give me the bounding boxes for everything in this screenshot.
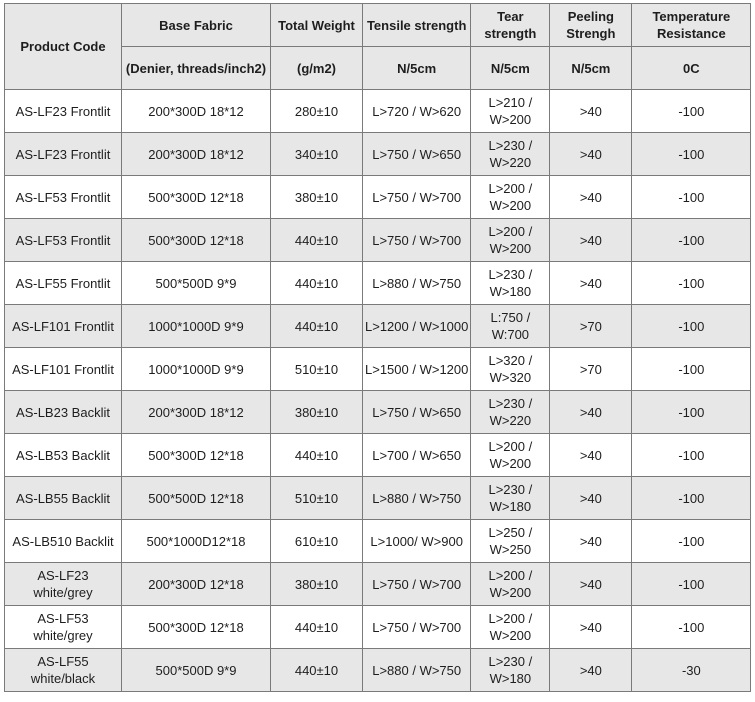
cell-temperature: -100 <box>632 391 751 434</box>
unit-temperature: 0C <box>632 47 751 90</box>
cell-tear-strength: L:750 / W:700 <box>471 305 550 348</box>
header-peeling-strength: Peeling Strengh <box>550 4 632 47</box>
table-row <box>5 90 751 133</box>
cell-total-weight: 380±10 <box>271 563 363 606</box>
cell-temperature: -100 <box>632 434 751 477</box>
cell-tear-strength: L>200 / W>200 <box>471 219 550 262</box>
cell-tear-strength: L>230 / W>180 <box>471 649 550 692</box>
cell-tear-strength: L>210 / W>200 <box>471 90 550 133</box>
cell-base-fabric: 1000*1000D 9*9 <box>122 348 271 391</box>
cell-total-weight: 440±10 <box>271 262 363 305</box>
header-temperature-resistance: Temperature Resistance <box>632 4 751 47</box>
cell-tear-strength: L>230 / W>220 <box>471 391 550 434</box>
cell-product-code: AS-LF55 Frontlit <box>5 262 122 305</box>
cell-tensile-strength: L>750 / W>700 <box>363 606 471 649</box>
cell-total-weight: 440±10 <box>271 649 363 692</box>
cell-product-code: AS-LB55 Backlit <box>5 477 122 520</box>
cell-base-fabric: 200*300D 18*12 <box>122 391 271 434</box>
cell-tear-strength: L>230 / W>220 <box>471 133 550 176</box>
table-body <box>5 90 751 692</box>
cell-tear-strength: L>230 / W>180 <box>471 262 550 305</box>
table-row <box>5 262 751 305</box>
cell-tear-strength: L>200 / W>200 <box>471 176 550 219</box>
header-tear-strength: Tear strength <box>471 4 550 47</box>
cell-total-weight: 610±10 <box>271 520 363 563</box>
table-row <box>5 348 751 391</box>
cell-tensile-strength: L>750 / W>700 <box>363 563 471 606</box>
cell-tear-strength: L>200 / W>200 <box>471 563 550 606</box>
cell-peeling-strength: >40 <box>550 133 632 176</box>
cell-total-weight: 440±10 <box>271 305 363 348</box>
cell-tensile-strength: L>880 / W>750 <box>363 477 471 520</box>
cell-tensile-strength: L>700 / W>650 <box>363 434 471 477</box>
table-row <box>5 649 751 692</box>
cell-tear-strength: L>200 / W>200 <box>471 434 550 477</box>
cell-base-fabric: 500*500D 9*9 <box>122 262 271 305</box>
cell-temperature: -100 <box>632 348 751 391</box>
cell-product-code: AS-LF53 white/grey <box>5 606 122 649</box>
table-row <box>5 477 751 520</box>
table-row <box>5 219 751 262</box>
cell-base-fabric: 500*300D 12*18 <box>122 434 271 477</box>
cell-base-fabric: 200*300D 12*18 <box>122 563 271 606</box>
cell-tensile-strength: L>750 / W>650 <box>363 133 471 176</box>
cell-peeling-strength: >40 <box>550 520 632 563</box>
cell-product-code: AS-LF53 Frontlit <box>5 176 122 219</box>
cell-peeling-strength: >40 <box>550 262 632 305</box>
cell-peeling-strength: >40 <box>550 176 632 219</box>
cell-base-fabric: 500*1000D12*18 <box>122 520 271 563</box>
table-row <box>5 606 751 649</box>
table-row <box>5 434 751 477</box>
cell-product-code: AS-LB510 Backlit <box>5 520 122 563</box>
table-row <box>5 305 751 348</box>
cell-temperature: -100 <box>632 477 751 520</box>
cell-base-fabric: 200*300D 18*12 <box>122 133 271 176</box>
cell-temperature: -30 <box>632 649 751 692</box>
cell-peeling-strength: >40 <box>550 606 632 649</box>
cell-total-weight: 280±10 <box>271 90 363 133</box>
cell-total-weight: 440±10 <box>271 434 363 477</box>
cell-peeling-strength: >40 <box>550 90 632 133</box>
cell-total-weight: 510±10 <box>271 477 363 520</box>
header-row <box>5 4 751 47</box>
cell-temperature: -100 <box>632 563 751 606</box>
cell-base-fabric: 500*500D 12*18 <box>122 477 271 520</box>
cell-product-code: AS-LF23 white/grey <box>5 563 122 606</box>
cell-temperature: -100 <box>632 176 751 219</box>
spec-table <box>4 3 751 692</box>
cell-tensile-strength: L>1200 / W>1000 <box>363 305 471 348</box>
cell-temperature: -100 <box>632 606 751 649</box>
cell-product-code: AS-LF23 Frontlit <box>5 133 122 176</box>
cell-base-fabric: 500*300D 12*18 <box>122 219 271 262</box>
table-row <box>5 391 751 434</box>
cell-total-weight: 380±10 <box>271 176 363 219</box>
unit-total-weight: (g/m2) <box>271 47 363 90</box>
cell-base-fabric: 200*300D 18*12 <box>122 90 271 133</box>
cell-temperature: -100 <box>632 219 751 262</box>
cell-tensile-strength: L>750 / W>700 <box>363 176 471 219</box>
cell-peeling-strength: >70 <box>550 348 632 391</box>
cell-peeling-strength: >40 <box>550 219 632 262</box>
cell-product-code: AS-LF101 Frontlit <box>5 305 122 348</box>
cell-tear-strength: L>320 / W>320 <box>471 348 550 391</box>
cell-peeling-strength: >40 <box>550 477 632 520</box>
cell-product-code: AS-LF23 Frontlit <box>5 90 122 133</box>
cell-tensile-strength: L>1000/ W>900 <box>363 520 471 563</box>
cell-base-fabric: 1000*1000D 9*9 <box>122 305 271 348</box>
cell-temperature: -100 <box>632 305 751 348</box>
header-tensile-strength: Tensile strength <box>363 4 471 47</box>
header-base-fabric: Base Fabric <box>122 4 271 47</box>
cell-tensile-strength: L>880 / W>750 <box>363 649 471 692</box>
cell-temperature: -100 <box>632 262 751 305</box>
cell-total-weight: 440±10 <box>271 606 363 649</box>
unit-base-fabric: (Denier, threads/inch2) <box>122 47 271 90</box>
cell-peeling-strength: >40 <box>550 391 632 434</box>
cell-tensile-strength: L>880 / W>750 <box>363 262 471 305</box>
cell-tensile-strength: L>750 / W>700 <box>363 219 471 262</box>
cell-base-fabric: 500*500D 9*9 <box>122 649 271 692</box>
cell-total-weight: 510±10 <box>271 348 363 391</box>
cell-total-weight: 380±10 <box>271 391 363 434</box>
cell-product-code: AS-LB23 Backlit <box>5 391 122 434</box>
cell-tensile-strength: L>720 / W>620 <box>363 90 471 133</box>
cell-tear-strength: L>250 / W>250 <box>471 520 550 563</box>
table-row <box>5 133 751 176</box>
cell-base-fabric: 500*300D 12*18 <box>122 606 271 649</box>
cell-tensile-strength: L>1500 / W>1200 <box>363 348 471 391</box>
table-row <box>5 176 751 219</box>
cell-peeling-strength: >40 <box>550 649 632 692</box>
unit-peeling: N/5cm <box>550 47 632 90</box>
unit-tensile: N/5cm <box>363 47 471 90</box>
header-total-weight: Total Weight <box>271 4 363 47</box>
cell-tear-strength: L>200 / W>200 <box>471 606 550 649</box>
cell-product-code: AS-LF55 white/black <box>5 649 122 692</box>
table-row <box>5 563 751 606</box>
cell-peeling-strength: >70 <box>550 305 632 348</box>
cell-temperature: -100 <box>632 520 751 563</box>
unit-tear: N/5cm <box>471 47 550 90</box>
cell-product-code: AS-LF53 Frontlit <box>5 219 122 262</box>
cell-product-code: AS-LF101 Frontlit <box>5 348 122 391</box>
cell-product-code: AS-LB53 Backlit <box>5 434 122 477</box>
cell-peeling-strength: >40 <box>550 563 632 606</box>
cell-base-fabric: 500*300D 12*18 <box>122 176 271 219</box>
cell-temperature: -100 <box>632 133 751 176</box>
cell-tensile-strength: L>750 / W>650 <box>363 391 471 434</box>
table-row <box>5 520 751 563</box>
cell-peeling-strength: >40 <box>550 434 632 477</box>
cell-total-weight: 340±10 <box>271 133 363 176</box>
cell-temperature: -100 <box>632 90 751 133</box>
cell-tear-strength: L>230 / W>180 <box>471 477 550 520</box>
header-product-code: Product Code <box>5 4 122 90</box>
cell-total-weight: 440±10 <box>271 219 363 262</box>
